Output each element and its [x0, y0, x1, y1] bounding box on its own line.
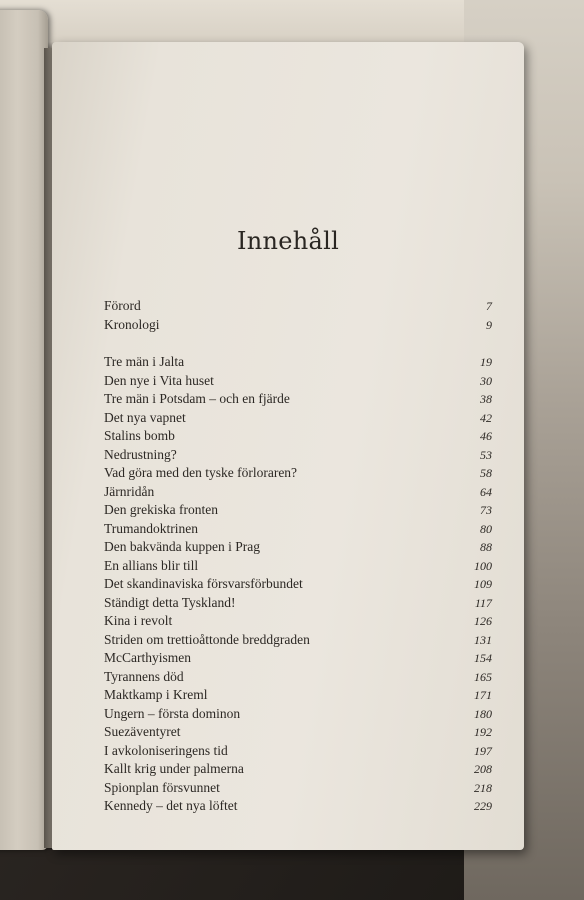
toc-entry: [104, 649, 492, 668]
toc-entry-label: Det nya vapnet: [104, 409, 186, 425]
toc-entry: [104, 631, 492, 650]
toc-entry: [104, 353, 492, 372]
book-page: [52, 42, 524, 850]
toc-entry-label: McCarthyismen: [104, 650, 191, 665]
toc-entry: [104, 779, 492, 798]
toc-entry-label: Kennedy – det nya löftet: [104, 798, 238, 813]
toc-entry-label: Kronologi: [104, 316, 160, 332]
toc-entry: [104, 483, 492, 502]
toc-entry-label: Suezäventyret: [104, 724, 181, 739]
toc-entry-page: 171: [474, 688, 492, 702]
toc-entry: [104, 742, 492, 761]
toc-entry-label: Tre män i Potsdam – och en fjärde: [104, 391, 290, 406]
toc-entry: [104, 760, 492, 779]
toc-entry-label: Trumandoktrinen: [104, 520, 198, 536]
toc-entry-label: Ungern – första dominon: [104, 705, 241, 721]
toc-entry-page: 165: [474, 669, 492, 684]
toc-entry-page: 218: [474, 780, 492, 795]
toc-entry-page: 19: [480, 355, 492, 369]
toc-entry-page: 192: [474, 725, 492, 739]
toc-entry-page: 117: [474, 595, 492, 610]
toc-entry-label: Maktkamp i Kreml: [104, 687, 208, 702]
toc-entry-page: 38: [480, 392, 492, 406]
table-of-contents: [104, 297, 492, 816]
toc-entry: [104, 390, 492, 409]
toc-entry-page: 46: [480, 429, 492, 443]
toc-entry: [104, 705, 492, 724]
toc-entry-page: 73: [480, 503, 492, 517]
toc-entry-page: 131: [474, 632, 492, 647]
toc-entry-label: Stalins bomb: [104, 428, 175, 443]
toc-entry-label: Nedrustning?: [104, 446, 177, 462]
toc-entry-label: Den grekiska fronten: [104, 502, 218, 517]
toc-entry-page: 30: [480, 373, 492, 388]
section-gap: [104, 334, 492, 353]
toc-entry-page: 229: [474, 799, 492, 813]
toc-entry-page: 9: [486, 317, 492, 332]
toc-entry-label: Kina i revolt: [104, 613, 173, 628]
toc-entry-label: Den nye i Vita huset: [104, 372, 214, 388]
toc-entry: [104, 520, 492, 539]
toc-entry: [104, 668, 492, 687]
toc-entry-page: 109: [474, 577, 492, 591]
toc-entry-label: Striden om trettioåttonde breddgraden: [104, 631, 310, 647]
toc-entry-page: 154: [474, 651, 492, 665]
toc-entry-label: Kallt krig under palmerna: [104, 761, 244, 776]
toc-entry-page: 58: [480, 466, 492, 480]
toc-entry-page: 88: [480, 540, 492, 554]
toc-entry-label: Vad göra med den tyske förloraren?: [104, 465, 298, 480]
toc-entry-page: 126: [474, 614, 492, 628]
toc-entry-label: I avkoloniseringens tid: [104, 742, 228, 758]
toc-entry-page: 80: [480, 521, 492, 536]
left-page-edge: [0, 10, 48, 850]
toc-entry: [104, 297, 492, 316]
toc-entry-page: 180: [474, 706, 492, 721]
toc-entry: [104, 409, 492, 428]
toc-entry-label: Det skandinaviska försvarsförbundet: [104, 576, 303, 591]
toc-entry-label: En allians blir till: [104, 557, 199, 573]
toc-entry-page: 208: [474, 762, 492, 776]
toc-entry: [104, 501, 492, 520]
toc-entry: [104, 797, 492, 816]
toc-entry: [104, 723, 492, 742]
toc-entry: [104, 372, 492, 391]
toc-entry-label: Järnridån: [104, 483, 155, 499]
toc-entry: [104, 446, 492, 465]
toc-entry-page: 64: [480, 484, 492, 499]
toc-entry: [104, 686, 492, 705]
toc-entry: [104, 575, 492, 594]
toc-entry-label: Spionplan försvunnet: [104, 779, 220, 795]
toc-entry: [104, 538, 492, 557]
toc-entry: [104, 594, 492, 613]
toc-entry-page: 7: [486, 299, 492, 313]
toc-entry: [104, 427, 492, 446]
toc-entry-page: 100: [474, 558, 492, 573]
toc-entry-label: Tyrannens död: [104, 668, 184, 684]
toc-entry: [104, 316, 492, 335]
toc-entry-label: Ständigt detta Tyskland!: [104, 594, 236, 610]
toc-entry-label: Tre män i Jalta: [104, 354, 185, 369]
toc-entry-page: 53: [480, 447, 492, 462]
toc-entry: [104, 464, 492, 483]
toc-entry-page: 42: [480, 410, 492, 425]
toc-entry: [104, 557, 492, 576]
toc-entry: [104, 612, 492, 631]
toc-entry-page: 197: [474, 743, 492, 758]
toc-entry-label: Förord: [104, 298, 141, 313]
toc-entry-label: Den bakvända kuppen i Prag: [104, 539, 260, 554]
page-title: Innehåll: [236, 227, 340, 255]
